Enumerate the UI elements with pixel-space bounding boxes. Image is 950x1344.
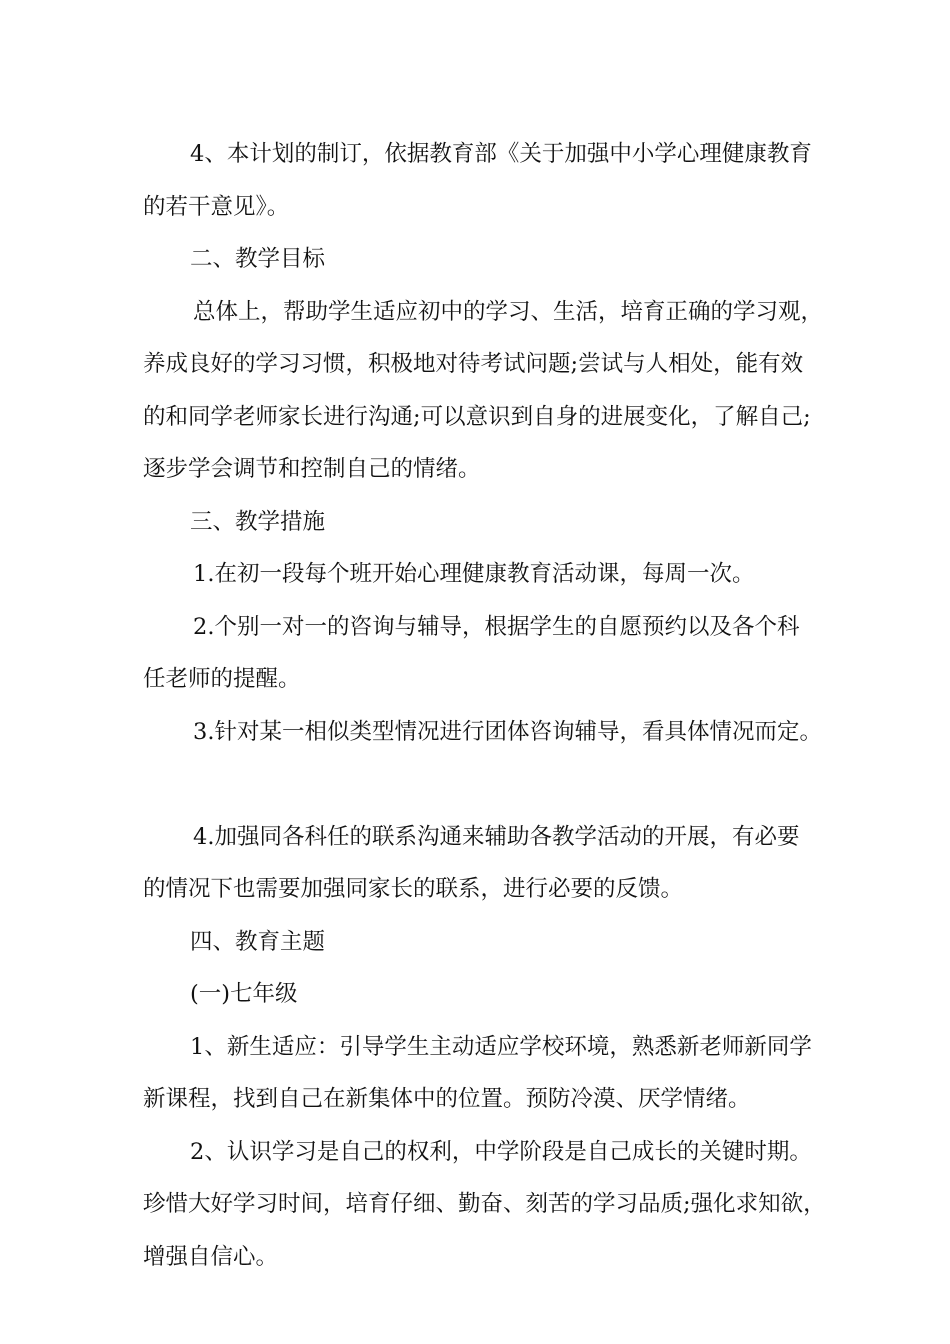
paragraph-line: 珍惜大好学习时间，培育仔细、勤奋、刻苦的学习品质;强化求知欲，: [143, 1191, 826, 1217]
paragraph-line: 新课程，找到自己在新集体中的位置。预防冷漠、厌学情绪。: [143, 1086, 751, 1112]
paragraph-line: 增强自信心。: [143, 1243, 279, 1270]
paragraph-line: 的情况下也需要加强同家长的联系，进行必要的反馈。: [143, 876, 684, 902]
list-item: 2.个别一对一的咨询与辅导，根据学生的自愿预约以及各个科: [193, 613, 800, 640]
list-item: 1、新生适应：引导学生主动适应学校环境，熟悉新老师新同学: [190, 1033, 812, 1060]
paragraph-line: 逐步学会调节和控制自己的情绪。: [143, 456, 481, 482]
blank-line: [143, 758, 825, 811]
document-body: [143, 128, 825, 1283]
paragraph-line: 养成良好的学习习惯，积极地对待考试问题;尝试与人相处，能有效: [143, 351, 804, 377]
subsection-heading: (一)七年级: [190, 981, 298, 1007]
section-heading: 四、教育主题: [190, 928, 326, 955]
list-item: 1.在初一段每个班开始心理健康教育活动课，每周一次。: [193, 561, 755, 587]
list-item: 4.加强同各科任的联系沟通来辅助各教学活动的开展，有必要: [193, 823, 800, 850]
paragraph-line: 的若干意见》。: [143, 193, 290, 220]
section-heading: 三、教学措施: [190, 508, 326, 535]
section-heading: 二、教学目标: [190, 246, 326, 272]
list-item: 3.针对某一相似类型情况进行团体咨询辅导，看具体情况而定。: [193, 718, 822, 745]
paragraph-line: 总体上，帮助学生适应初中的学习、生活，培育正确的学习观，: [193, 298, 824, 325]
paragraph-line: 4、本计划的制订，依据教育部《关于加强中小学心理健康教育: [190, 141, 812, 167]
list-item: 2、认识学习是自己的权利，中学阶段是自己成长的关键时期。: [190, 1138, 812, 1165]
paragraph-line: 任老师的提醒。: [143, 666, 301, 692]
paragraph-line: 的和同学老师家长进行沟通;可以意识到自身的进展变化，了解自己;: [143, 403, 811, 430]
